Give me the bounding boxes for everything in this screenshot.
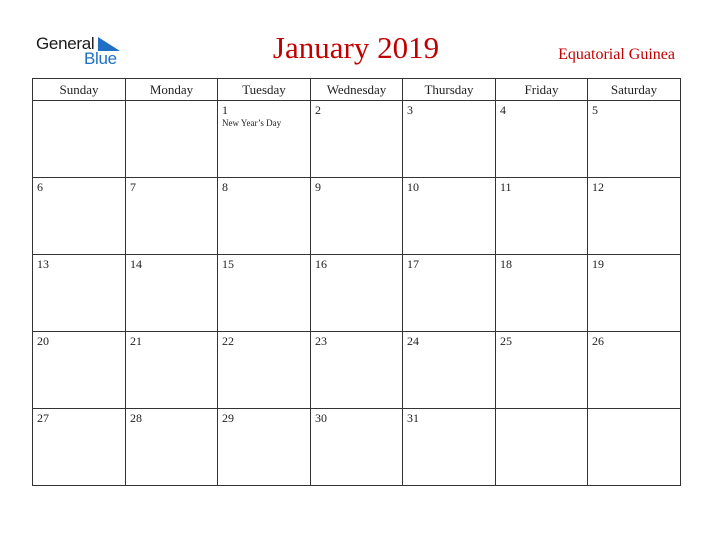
week-row: [33, 409, 681, 486]
day-cell: [311, 255, 403, 332]
day-cell: [311, 332, 403, 409]
day-number: 9: [315, 180, 321, 194]
week-row: [33, 255, 681, 332]
holiday-label: New Year’s Day: [222, 118, 282, 128]
weekday-tuesday: Tuesday: [218, 79, 311, 101]
day-number: 3: [407, 103, 413, 117]
day-number: 27: [37, 411, 49, 425]
day-cell: [403, 332, 496, 409]
logo-text-blue: Blue: [84, 49, 117, 68]
day-number: 23: [315, 334, 327, 348]
day-cell: [588, 178, 681, 255]
weekday-header-row: [33, 79, 681, 101]
day-number: 30: [315, 411, 327, 425]
week-row: [33, 178, 681, 255]
weekday-wednesday: Wednesday: [311, 79, 403, 101]
day-cell: [496, 255, 588, 332]
weekday-thursday: Thursday: [403, 79, 496, 101]
day-cell: [403, 255, 496, 332]
day-cell: [311, 101, 403, 178]
day-number: 2: [315, 103, 321, 117]
day-number: 31: [407, 411, 419, 425]
day-number: 24: [407, 334, 419, 348]
day-number: 5: [592, 103, 598, 117]
calendar-grid: [32, 78, 681, 486]
weekday-friday: Friday: [496, 79, 588, 101]
day-number: 11: [500, 180, 512, 194]
day-number: 20: [37, 334, 49, 348]
day-cell: [218, 255, 311, 332]
weekday-sunday: Sunday: [33, 79, 126, 101]
day-number: 25: [500, 334, 512, 348]
day-cell: [126, 332, 218, 409]
day-cell: [403, 409, 496, 486]
day-number: 4: [500, 103, 506, 117]
day-cell: [126, 101, 218, 178]
day-cell: [33, 409, 126, 486]
day-cell: [311, 409, 403, 486]
day-cell: [496, 409, 588, 486]
country-label: Equatorial Guinea: [558, 46, 675, 63]
page-title: January 2019: [272, 30, 440, 65]
day-number: 15: [222, 257, 234, 271]
day-cell: [218, 178, 311, 255]
day-number: 14: [130, 257, 142, 271]
weekday-monday: Monday: [126, 79, 218, 101]
day-number: 17: [407, 257, 419, 271]
day-number: 19: [592, 257, 604, 271]
day-number: 6: [37, 180, 43, 194]
day-cell: [33, 101, 126, 178]
day-cell: [403, 101, 496, 178]
day-number: 26: [592, 334, 604, 348]
day-number: 29: [222, 411, 234, 425]
day-cell: [496, 178, 588, 255]
day-cell: [218, 332, 311, 409]
day-cell: [33, 332, 126, 409]
day-cell: [33, 178, 126, 255]
day-cell: [403, 178, 496, 255]
day-cell: [126, 409, 218, 486]
day-cell: [218, 409, 311, 486]
day-cell: [311, 178, 403, 255]
logo-text-general: General: [36, 34, 95, 53]
day-cell: [496, 101, 588, 178]
day-number: 8: [222, 180, 228, 194]
day-number: 10: [407, 180, 419, 194]
day-cell: [588, 101, 681, 178]
day-number: 21: [130, 334, 142, 348]
weekday-saturday: Saturday: [588, 79, 681, 101]
day-cell: [496, 332, 588, 409]
week-row: [33, 332, 681, 409]
day-number: 28: [130, 411, 142, 425]
day-cell: [33, 255, 126, 332]
week-row: [33, 101, 681, 178]
day-number: 13: [37, 257, 49, 271]
day-cell: [218, 101, 311, 178]
day-number: 16: [315, 257, 327, 271]
day-number: 1: [222, 103, 228, 117]
day-cell: [588, 409, 681, 486]
day-cell: [126, 255, 218, 332]
day-number: 18: [500, 257, 512, 271]
day-number: 12: [592, 180, 604, 194]
day-cell: [588, 255, 681, 332]
day-number: 7: [130, 180, 136, 194]
day-cell: [126, 178, 218, 255]
day-cell: [588, 332, 681, 409]
day-number: 22: [222, 334, 234, 348]
